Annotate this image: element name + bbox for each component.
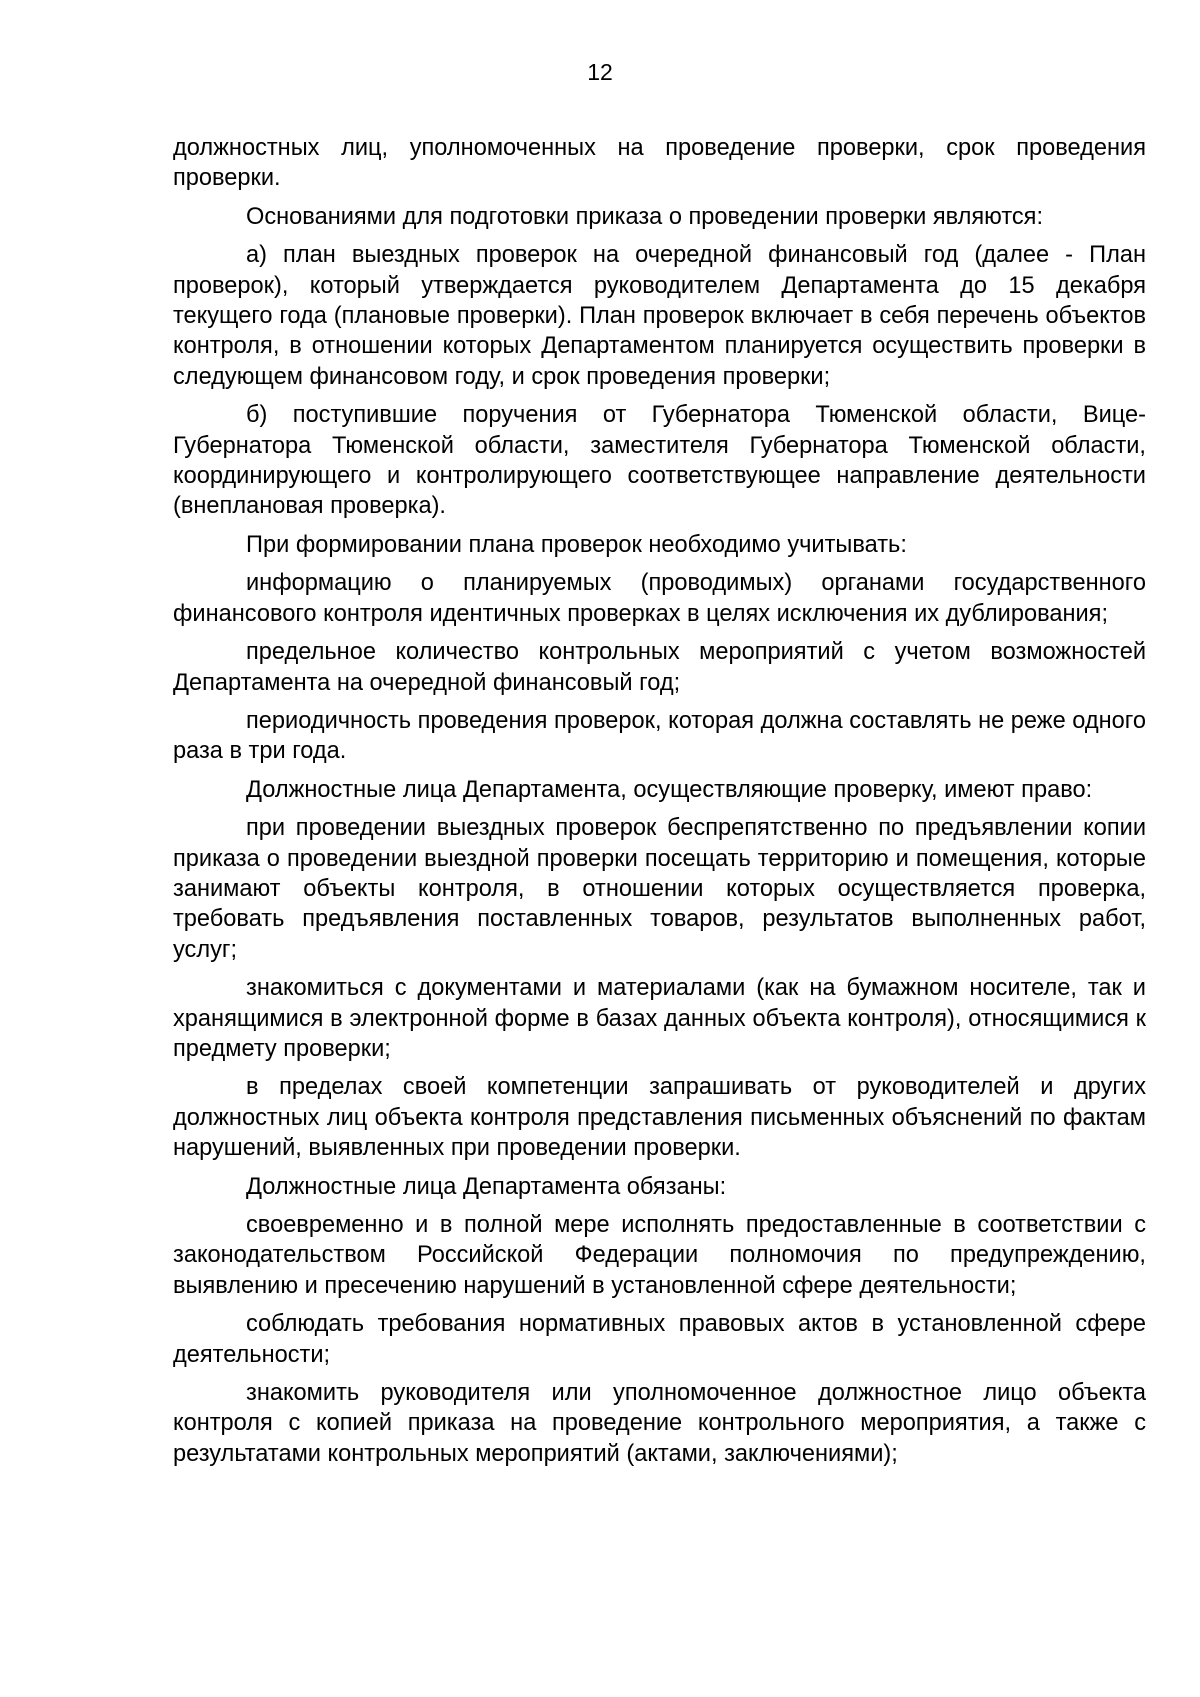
paragraph-duty-inform: знакомить руководителя или уполномоченное должностное лицо объекта контроля с копией приказа на проведение контрольного мероприятия, а также с результатами контрольных мероприятий (актами, заключениями); (173, 1380, 1146, 1467)
paragraph-plan-limit: предельное количество контрольных мероприятий с учетом возможностей Департамента на очередной финансовый год; (173, 639, 1146, 696)
paragraph-item-b: б) поступившие поручения от Губернатора Тюменской области, Вице-Губернатора Тюменской области, заместителя Губернатора Тюменской области, координирующего и контролирующего соответствующее направление деятельности (внеплановая проверка). (173, 402, 1146, 520)
paragraph-continuation: должностных лиц, уполномоченных на проведение проверки, срок проведения проверки. (173, 135, 1146, 192)
paragraph-right-explanations: в пределах своей компетенции запрашивать от руководителей и других должностных лиц объекта контроля представления письменных объяснений по фактам нарушений, выявленных при проведении проверки. (173, 1074, 1146, 1162)
document-body (173, 133, 1146, 1477)
paragraph-plan-frequency: периодичность проведения проверок, которая должна составлять не реже одного раза в три года. (173, 707, 1146, 765)
paragraph-rights-intro: Должностные лица Департамента, осуществляющие проверку, имеют право: (246, 776, 1093, 803)
paragraph-right-visit: при проведении выездных проверок беспрепятственно по предъявлении копии приказа о проведении выездной проверки посещать территорию и помещения, которые занимают объекты контроля, в отношении которых осуществляется проверка, требовать предъявления поставленных товаров, результатов выполненных работ, услуг; (173, 815, 1146, 963)
paragraph-right-documents: знакомиться с документами и материалами (как на бумажном носителе, так и хранящимися в электронной форме в базах данных объекта контроля), относящимися к предмету проверки; (173, 975, 1146, 1062)
paragraph-duty-compliance: соблюдать требования нормативных правовых актов в установленной сфере деятельности; (173, 1311, 1146, 1368)
paragraph-plan-intro: При формировании плана проверок необходимо учитывать: (246, 531, 907, 558)
paragraph-duty-powers: своевременно и в полной мере исполнять предоставленные в соответствии с законодательством Российской Федерации полномочия по предупреждению, выявлению и пресечению нарушений в установленной сфере деятельности; (173, 1212, 1146, 1299)
paragraph-item-a: а) план выездных проверок на очередной финансовый год (далее - План проверок), который утверждается руководителем Департамента до 15 декабря текущего года (плановые проверки). План проверок включает в себя перечень объектов контроля, в отношении которых Департаментом планируется осуществить проверки в следующем финансовом году, и срок проведения проверки; (173, 242, 1146, 390)
paragraph-grounds-intro: Основаниями для подготовки приказа о проведении проверки являются: (246, 203, 1044, 230)
page-number: 12 (587, 59, 613, 85)
paragraph-plan-info: информацию о планируемых (проводимых) органами государственного финансового контроля идентичных проверках в целях исключения их дублирования; (173, 570, 1146, 627)
paragraph-duties-intro: Должностные лица Департамента обязаны: (246, 1173, 727, 1200)
